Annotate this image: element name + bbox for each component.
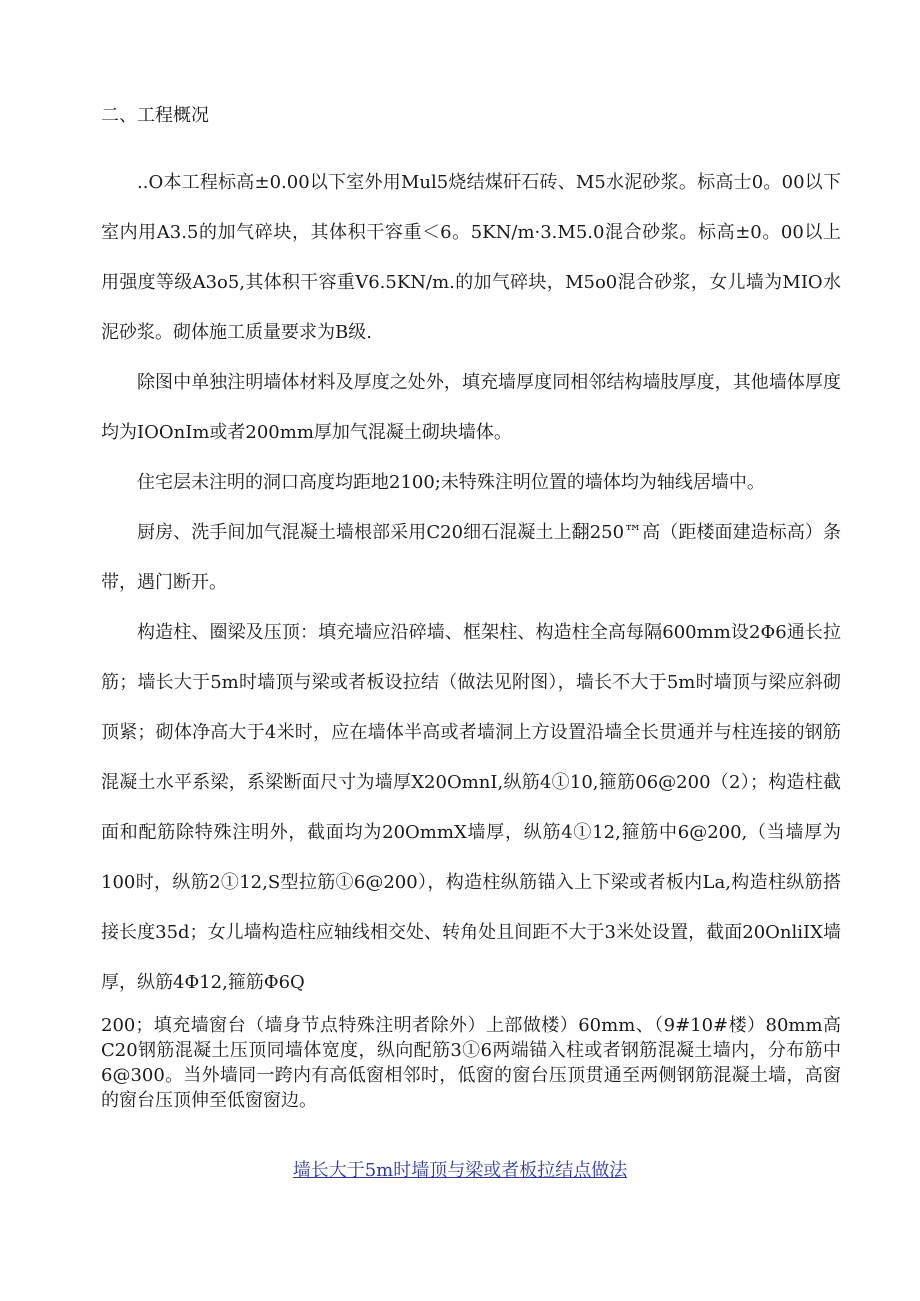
paragraph-structural-columns: 构造柱、圈梁及压顶：填充墙应沿碎墙、框架柱、构造柱全高每隔600mm设2Φ6通长拉筋；墙长大于5m时墙顶与梁或者板设拉结（做法见附图），墙长不大于5m时墙顶与梁应斜砌顶紧；砌体净高大于4米时，应在墙体半高或者墙洞上方设置沿墙全长贯通并与柱连接的钢筋混凝土水平系梁，系梁断面尺寸为墙厚X20OmnI,纵筋4①10,箍筋06@200（2）；构造柱截面和配筋除特殊注明外，截面均为20OmmX墙厚，纵筋4①12,箍筋中6@200,（当墙厚为100时，纵筋2①12,S型拉筋①6@200），构造柱纵筋锚入上下梁或者板内La,构造柱纵筋搭接长度35d；女儿墙构造柱应轴线相交处、转角处且间距不大于3米处设置，截面20OnliIX墙厚，纵筋4Φ12,箍筋Φ6Q — [101, 622, 841, 993]
paragraph-opening-height: 住宅层未注明的洞口高度均距地2100;未特殊注明位置的墙体均为轴线居墙中。 — [137, 472, 765, 493]
paragraph-kitchen-walls: 厨房、洗手间加气混凝土墙根部采用C20细石混凝土上翻250™高（距楼面建造标高）条带，遇门断开。 — [101, 522, 841, 593]
paragraph-wall-thickness: 除图中单独注明墙体材料及厚度之处外，填充墙厚度同相邻结构墙肢厚度，其他墙体厚度均为IOOnIm或者200mm厚加气混凝土砌块墙体。 — [101, 372, 841, 443]
figure-caption-link[interactable]: 墙长大于5m时墙顶与梁或者板拉结点做法 — [292, 1160, 628, 1181]
figure-caption-link-wrapper — [0, 1158, 920, 1184]
paragraph-masonry-materials: ..O本工程标高±0.00以下室外用Mul5烧结煤矸石砖、M5水泥砂浆。标高士0。00以下室内用A3.5的加气碎块，其体积干容重＜6。5KN∕m·3.M5.0混合砂浆。标高±0。00以上用强度等级A3o5,其体积干容重V6.5KN∕m.的加气碎块，M5o0混合砂浆，女儿墙为MIO水泥砂浆。砌体施工质量要求为B级. — [101, 172, 841, 343]
section-heading: 二、工程概况 — [101, 105, 209, 126]
paragraph-window-sill: 200；填充墙窗台（墙身节点特殊注明者除外）上部做楼）60mm、（9#10#楼）80mm高C20钢筋混凝土压顶同墙体宽度，纵向配筋3①6两端锚入柱或者钢筋混凝土墙内，分布筋中6@300。当外墙同一跨内有高低窗相邻时，低窗的窗台压顶贯通至两侧钢筋混凝土墙，高窗的窗台压顶伸至低窗窗边。 — [101, 1015, 841, 1111]
